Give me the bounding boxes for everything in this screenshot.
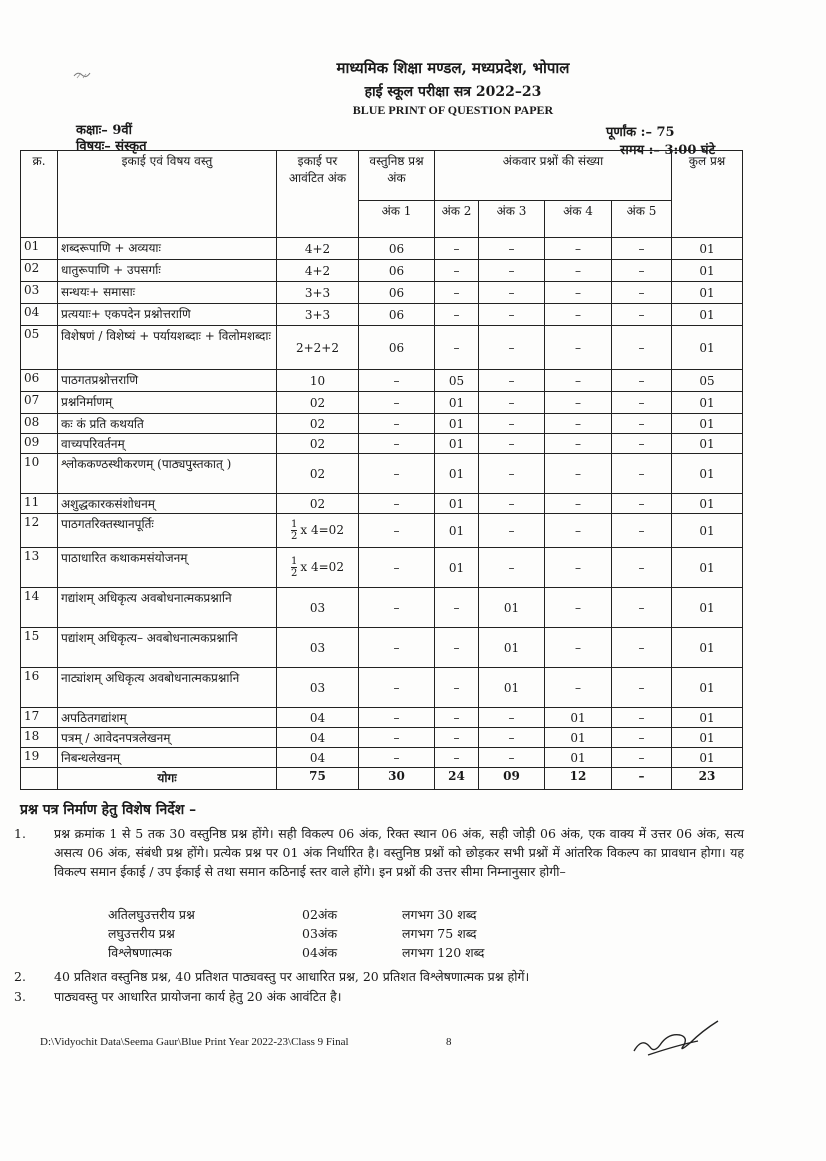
cell-total: 01 <box>672 392 743 414</box>
cell-objective: – <box>359 392 435 414</box>
cell-m5: – <box>612 326 672 370</box>
cell-m3: – <box>479 370 545 392</box>
cell-total-count: 23 <box>672 768 743 790</box>
cell-unit: गद्यांशम् अधिकृत्य अवबोधनात्मकप्रश्नानि <box>58 588 277 628</box>
cell-objective: 06 <box>359 238 435 260</box>
cell-total: 01 <box>672 238 743 260</box>
cell-unit: पाठगतप्रश्नोत्तराणि <box>58 370 277 392</box>
cell-m2: 01 <box>435 454 479 494</box>
cell-m3: – <box>479 514 545 548</box>
cell-m2: – <box>435 304 479 326</box>
cell-allotted: 10 <box>277 370 359 392</box>
cell-m3: – <box>479 708 545 728</box>
cell-total: 01 <box>672 282 743 304</box>
cell-m5: – <box>612 260 672 282</box>
table-row <box>21 326 743 370</box>
cell-sno: 11 <box>21 494 58 514</box>
cell-m4: – <box>545 392 612 414</box>
cell-unit: अशुद्धकारकसंशोधनम् <box>58 494 277 514</box>
cell-total-allotted: 75 <box>277 768 359 790</box>
cell-unit: श्लोककण्ठस्थीकरणम् (पाठ्यपुस्तकात् ) <box>58 454 277 494</box>
cell-sno: 08 <box>21 414 58 434</box>
file-path: D:\Vidyochit Data\Seema Gaur\Blue Print Year 2022-23\Class 9 Final <box>40 1036 349 1048</box>
cell-m3: – <box>479 282 545 304</box>
cell-m5: – <box>612 414 672 434</box>
cell-sno: 12 <box>21 514 58 548</box>
cell-m3: – <box>479 434 545 454</box>
cell-sno: 19 <box>21 748 58 768</box>
table-row <box>21 260 743 282</box>
fraction-denominator: 2 <box>291 568 298 579</box>
cell-m4: – <box>545 282 612 304</box>
cell-allotted: 2+2+2 <box>277 326 359 370</box>
cell-m5: – <box>612 588 672 628</box>
cell-m5: – <box>612 728 672 748</box>
cell-total: 01 <box>672 628 743 668</box>
table-row <box>21 548 743 588</box>
cell-m3: – <box>479 454 545 494</box>
cell-total: 01 <box>672 668 743 708</box>
cell-total: 01 <box>672 748 743 768</box>
cell-m3: – <box>479 304 545 326</box>
limit-type: अतिलघुउत्तरीय प्रश्न <box>108 907 195 922</box>
table-row <box>21 708 743 728</box>
cell-unit: नाट्यांशम् अधिकृत्य अवबोधनात्मकप्रश्नानि <box>58 668 277 708</box>
cell-total-label: योगः <box>58 768 277 790</box>
cell-allotted: 02 <box>277 454 359 494</box>
col-header-total: कुल प्रश्न <box>672 151 743 238</box>
cell-total: 01 <box>672 514 743 548</box>
col-header-m5: अंक 5 <box>612 201 672 238</box>
cell-objective: – <box>359 708 435 728</box>
cell-total-m3: 09 <box>479 768 545 790</box>
cell-m4: – <box>545 494 612 514</box>
cell-sno: 14 <box>21 588 58 628</box>
cell-m3: 01 <box>479 668 545 708</box>
instruction-text: पाठ्यवस्तु पर आधारित प्रायोजना कार्य हेतु 20 अंक आवंटित है। <box>54 989 342 1004</box>
blueprint-table <box>20 150 743 790</box>
limit-marks: 04अंक <box>302 945 338 960</box>
cell-m4: – <box>545 668 612 708</box>
cell-m5: – <box>612 370 672 392</box>
limit-type: विश्लेषणात्मक <box>108 945 172 960</box>
cell-m2: – <box>435 748 479 768</box>
cell-unit: प्रत्ययाः+ एकपदेन प्रश्नोत्तराणि <box>58 304 277 326</box>
table-row <box>21 434 743 454</box>
limit-words: लगभग 30 शब्द <box>402 907 477 922</box>
col-header-marks-group: अंकवार प्रश्नों की संख्या <box>435 151 672 201</box>
cell-m3: – <box>479 414 545 434</box>
limit-words: लगभग 120 शब्द <box>402 945 485 960</box>
cell-objective: – <box>359 548 435 588</box>
cell-m4: – <box>545 326 612 370</box>
cell-total: 01 <box>672 414 743 434</box>
cell-empty <box>21 768 58 790</box>
max-marks-label: पूर्णांक :– 75 <box>606 125 675 140</box>
cell-objective: – <box>359 454 435 494</box>
cell-total: 01 <box>672 494 743 514</box>
cell-m2: – <box>435 728 479 748</box>
cell-m3: 01 <box>479 588 545 628</box>
instruction-number: 2. <box>14 969 26 984</box>
cell-m4: – <box>545 548 612 588</box>
limit-marks: 03अंक <box>302 926 338 941</box>
document-title: BLUE PRINT OF QUESTION PAPER <box>352 103 554 117</box>
fraction-denominator: 2 <box>291 531 298 542</box>
cell-total: 01 <box>672 708 743 728</box>
cell-m2: 01 <box>435 514 479 548</box>
cell-m4: – <box>545 260 612 282</box>
cell-m4: – <box>545 454 612 494</box>
cell-allotted: 4+2 <box>277 238 359 260</box>
table-row <box>21 628 743 668</box>
cell-m5: – <box>612 708 672 728</box>
cell-total: 01 <box>672 454 743 494</box>
cell-m5: – <box>612 454 672 494</box>
cell-m4: – <box>545 414 612 434</box>
cell-unit: निबन्धलेखनम् <box>58 748 277 768</box>
subject-label: विषयः– संस्कृत <box>76 139 147 154</box>
col-header-sno: क्र. <box>21 151 58 238</box>
cell-total-objective: 30 <box>359 768 435 790</box>
cell-total: 05 <box>672 370 743 392</box>
cell-allotted: 3+3 <box>277 282 359 304</box>
cell-allotted: 04 <box>277 748 359 768</box>
cell-objective: 06 <box>359 282 435 304</box>
cell-m2: – <box>435 282 479 304</box>
table-row <box>21 748 743 768</box>
cell-unit: शब्दरूपाणि + अव्ययाः <box>58 238 277 260</box>
cell-sno: 06 <box>21 370 58 392</box>
cell-objective: 06 <box>359 326 435 370</box>
cell-unit: पद्यांशम् अधिकृत्य– अवबोधनात्मकप्रश्नानि <box>58 628 277 668</box>
col-header-m1: अंक 1 <box>359 201 435 238</box>
cell-total: 01 <box>672 304 743 326</box>
cell-m3: 01 <box>479 628 545 668</box>
cell-unit: पत्रम् / आवेदनपत्रलेखनम् <box>58 728 277 748</box>
cell-sno: 16 <box>21 668 58 708</box>
cell-m2: – <box>435 588 479 628</box>
cell-m5: – <box>612 668 672 708</box>
table-row <box>21 588 743 628</box>
allotted-rest: x 4=02 <box>300 523 344 537</box>
cell-m5: – <box>612 392 672 414</box>
signature-icon <box>628 1015 728 1060</box>
cell-allotted: 02 <box>277 392 359 414</box>
cell-m4: – <box>545 304 612 326</box>
instructions-title: प्रश्न पत्र निर्माण हेतु विशेष निर्देश – <box>20 802 197 818</box>
cell-objective: – <box>359 628 435 668</box>
cell-m3: – <box>479 326 545 370</box>
cell-m4: – <box>545 628 612 668</box>
fraction-numerator: 1 <box>291 556 298 567</box>
cell-objective: – <box>359 748 435 768</box>
cell-objective: – <box>359 668 435 708</box>
cell-m4: 01 <box>545 708 612 728</box>
cell-m2: 01 <box>435 414 479 434</box>
cell-m2: 01 <box>435 548 479 588</box>
cell-allotted: 02 <box>277 434 359 454</box>
cell-m2: 01 <box>435 434 479 454</box>
cell-objective: – <box>359 494 435 514</box>
table-row <box>21 668 743 708</box>
cell-sno: 02 <box>21 260 58 282</box>
class-label: कक्षाः– 9वीं <box>76 123 132 138</box>
instruction-number: 3. <box>14 989 26 1004</box>
cell-allotted: 03 <box>277 668 359 708</box>
cell-m5: – <box>612 282 672 304</box>
cell-m5: – <box>612 628 672 668</box>
cell-sno: 10 <box>21 454 58 494</box>
cell-total: 01 <box>672 260 743 282</box>
table-row <box>21 370 743 392</box>
fraction-numerator: 1 <box>291 519 298 530</box>
cell-allotted: 4+2 <box>277 260 359 282</box>
cell-objective: – <box>359 588 435 628</box>
time-label: समय :– 3:00 घंटे <box>620 143 716 158</box>
cell-m5: – <box>612 494 672 514</box>
cell-unit: अपठितगद्यांशम् <box>58 708 277 728</box>
cell-allotted: 04 <box>277 728 359 748</box>
cell-m2: – <box>435 668 479 708</box>
fraction <box>291 519 297 542</box>
cell-sno: 18 <box>21 728 58 748</box>
cell-m2: 05 <box>435 370 479 392</box>
cell-sno: 03 <box>21 282 58 304</box>
cell-allotted: 03 <box>277 628 359 668</box>
cell-m2: – <box>435 628 479 668</box>
cell-m5: – <box>612 548 672 588</box>
cell-m5: – <box>612 434 672 454</box>
cell-m3: – <box>479 494 545 514</box>
cell-m2: 01 <box>435 392 479 414</box>
cell-allotted: 03 <box>277 588 359 628</box>
cell-m4: 01 <box>545 748 612 768</box>
col-header-allotted: इकाई पर आवंटित अंक <box>277 151 359 238</box>
cell-m4: 01 <box>545 728 612 748</box>
cell-objective: 06 <box>359 260 435 282</box>
col-header-m2: अंक 2 <box>435 201 479 238</box>
board-name: माध्यमिक शिक्षा मण्डल, मध्यप्रदेश, भोपाल <box>336 59 570 77</box>
cell-total: 01 <box>672 326 743 370</box>
cell-m4: – <box>545 514 612 548</box>
cell-m3: – <box>479 238 545 260</box>
limit-type: लघुउत्तरीय प्रश्न <box>108 926 175 941</box>
fraction <box>291 556 297 579</box>
cell-unit: पाठाधारित कथाकमसंयोजनम् <box>58 548 277 588</box>
table-row <box>21 414 743 434</box>
cell-unit: धातुरूपाणि + उपसर्गाः <box>58 260 277 282</box>
cell-m4: – <box>545 434 612 454</box>
limit-words: लगभग 75 शब्द <box>402 926 477 941</box>
cell-m3: – <box>479 548 545 588</box>
instruction-text: 40 प्रतिशत वस्तुनिष्ठ प्रश्न, 40 प्रतिशत पाठ्यवस्तु पर आधारित प्रश्न, 20 प्रतिशत विश्लेषणात्मक प्रश्न होगें। <box>54 969 530 984</box>
instruction-number: 1. <box>14 826 26 841</box>
table-row <box>21 454 743 494</box>
cell-m4: – <box>545 588 612 628</box>
table-row <box>21 728 743 748</box>
cell-objective: – <box>359 370 435 392</box>
table-row <box>21 282 743 304</box>
cell-unit: विशेषणं / विशेष्यं + पर्यायशब्दाः + विलोमशब्दाः <box>58 326 277 370</box>
table-row <box>21 514 743 548</box>
cell-m5: – <box>612 304 672 326</box>
cell-m2: – <box>435 708 479 728</box>
table-row <box>21 392 743 414</box>
cell-unit: पाठगतरिक्तस्थानपूर्तिः <box>58 514 277 548</box>
cell-objective: 06 <box>359 304 435 326</box>
cell-objective: – <box>359 514 435 548</box>
table-row <box>21 238 743 260</box>
cell-unit: कः कं प्रति कथयति <box>58 414 277 434</box>
cell-objective: – <box>359 414 435 434</box>
cell-objective: – <box>359 434 435 454</box>
table-row <box>21 494 743 514</box>
cell-unit: वाच्यपरिवर्तनम् <box>58 434 277 454</box>
cell-total-m5: – <box>612 768 672 790</box>
cell-total-m2: 24 <box>435 768 479 790</box>
cell-objective: – <box>359 728 435 748</box>
cell-m5: – <box>612 748 672 768</box>
cell-total-m4: 12 <box>545 768 612 790</box>
cell-m5: – <box>612 514 672 548</box>
cell-sno: 13 <box>21 548 58 588</box>
cell-m3: – <box>479 260 545 282</box>
cell-allotted: 04 <box>277 708 359 728</box>
cell-allotted <box>277 514 359 548</box>
table-row <box>21 304 743 326</box>
col-header-m4: अंक 4 <box>545 201 612 238</box>
limit-marks: 02अंक <box>302 907 338 922</box>
cell-allotted <box>277 548 359 588</box>
cell-sno: 15 <box>21 628 58 668</box>
cell-sno: 01 <box>21 238 58 260</box>
cell-m4: – <box>545 370 612 392</box>
instruction-text: प्रश्न क्रमांक 1 से 5 तक 30 वस्तुनिष्ठ प्रश्न होंगे। सही विकल्प 06 अंक, रिक्त स्थान 06 अंक, सही जोड़ी 06 अंक, एक वाक्य में उत्तर 06 अंक, सत्य असत्य 06 अंक, संबंधी प्रश्न होंगे। प्रत्येक प्रश्न पर 01 अंक निर्धारित है। वस्तुनिष्ठ प्रश्नों को छोड़कर सभी प्रश्नों में आंतरिक विकल्प का प्रावधान होगा। यह विकल्प समान ईकाई / उप ईकाई से तथा समान कठिनाई स्तर वाले होंगे। इन प्रश्नों की उत्तर सीमा निम्नानुसार होगी– <box>54 826 744 879</box>
cell-total: 01 <box>672 548 743 588</box>
cell-m2: – <box>435 238 479 260</box>
cell-sno: 04 <box>21 304 58 326</box>
cell-total: 01 <box>672 728 743 748</box>
cell-m2: – <box>435 260 479 282</box>
cell-total: 01 <box>672 588 743 628</box>
cell-m3: – <box>479 392 545 414</box>
total-row <box>21 768 743 790</box>
col-header-unit: इकाई एवं विषय वस्तु <box>58 151 277 238</box>
cell-m3: – <box>479 728 545 748</box>
cell-total: 01 <box>672 434 743 454</box>
col-header-m3: अंक 3 <box>479 201 545 238</box>
cell-sno: 09 <box>21 434 58 454</box>
exam-session: हाई स्कूल परीक्षा सत्र 2022–23 <box>364 84 542 100</box>
cell-sno: 17 <box>21 708 58 728</box>
cell-unit: प्रश्ननिर्माणम् <box>58 392 277 414</box>
page-number: 8 <box>446 1036 452 1048</box>
col-header-objective: वस्तुनिष्ठ प्रश्न अंक <box>359 151 435 201</box>
allotted-rest: x 4=02 <box>300 560 344 574</box>
cell-unit: सन्धयः+ समासाः <box>58 282 277 304</box>
cell-allotted: 02 <box>277 414 359 434</box>
cell-m2: 01 <box>435 494 479 514</box>
cell-m4: – <box>545 238 612 260</box>
cell-m5: – <box>612 238 672 260</box>
cell-allotted: 02 <box>277 494 359 514</box>
cell-m3: – <box>479 748 545 768</box>
cell-allotted: 3+3 <box>277 304 359 326</box>
cell-sno: 05 <box>21 326 58 370</box>
cell-sno: 07 <box>21 392 58 414</box>
cell-m2: – <box>435 326 479 370</box>
